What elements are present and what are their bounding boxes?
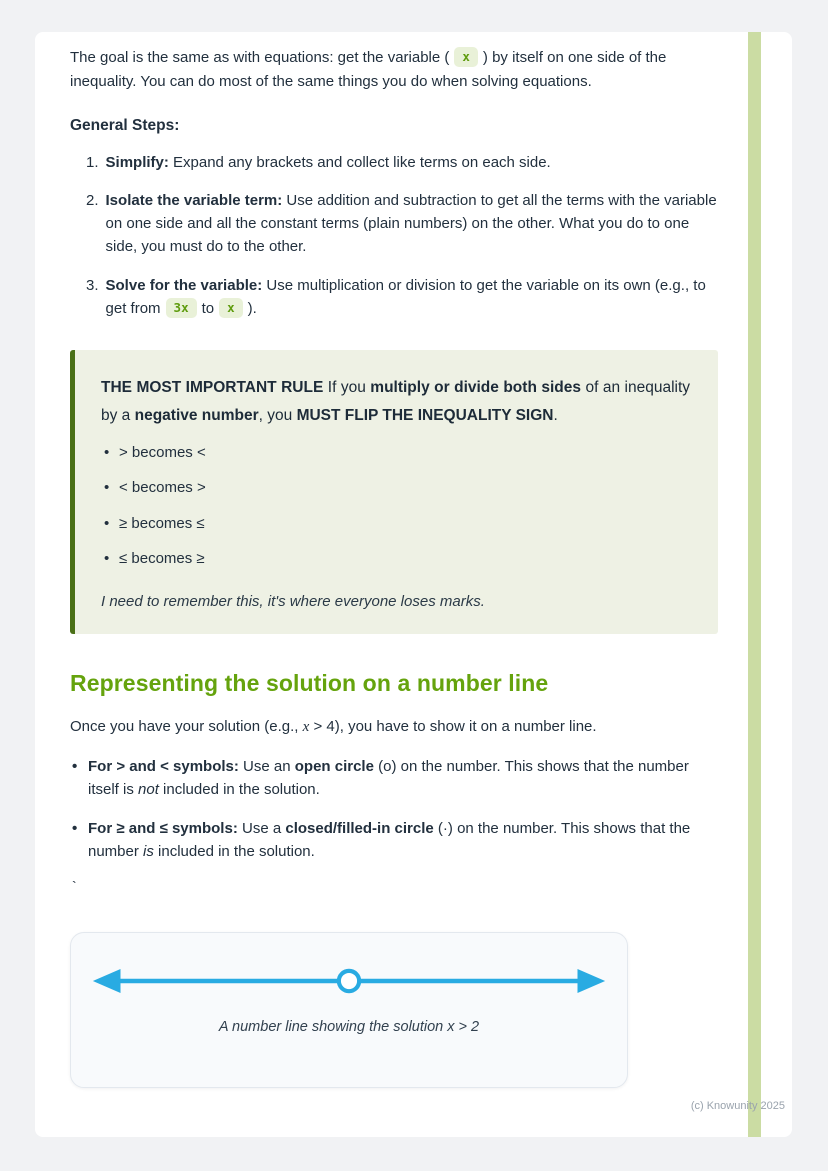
intro-text-before: The goal is the same as with equations: get the variable ( <box>70 49 450 66</box>
rule-text: Use a <box>237 819 286 837</box>
callout-personal-note: I need to remember this, it's where everyone loses marks. <box>101 592 485 610</box>
right-arrowhead-icon <box>578 969 606 993</box>
code-chip-x-2 <box>219 298 243 318</box>
step-bold-label: Simplify: <box>105 153 169 171</box>
paragraph-text: > 4), you have to show it on a number line. <box>309 717 597 735</box>
callout-text-seg: If you <box>323 379 371 397</box>
important-rule-callout <box>70 350 718 634</box>
callout-bold: multiply or divide both sides <box>370 379 581 397</box>
callout-bold: MUST FLIP THE INEQUALITY SIGN <box>296 406 554 424</box>
document-content <box>70 46 718 1088</box>
rule-italic: not <box>138 781 159 799</box>
step-text: Expand any brackets and collect like terms on each side. <box>168 153 551 171</box>
general-steps-heading: General Steps: <box>70 116 180 134</box>
step-text: ). <box>247 299 257 317</box>
figure-caption: A number line showing the solution x > 2 <box>218 1019 480 1036</box>
rule-bold: For > and < symbols: <box>88 758 239 776</box>
step-bold-label: Isolate the variable term: <box>105 191 283 209</box>
open-circle-rule-item <box>70 755 718 802</box>
step-text: to <box>201 299 215 317</box>
circle-rules-list <box>70 755 718 863</box>
document-card <box>35 32 792 1137</box>
rule-bold: open circle <box>294 758 374 776</box>
flip-rule-item: • > becomes < <box>101 442 690 465</box>
rule-text: (·) on the number. This shows that the number <box>88 819 691 860</box>
list-item-text <box>106 151 718 174</box>
chip-text: x <box>227 299 235 315</box>
closed-circle-rule-item <box>70 817 718 864</box>
rule-text: Use an <box>238 758 295 776</box>
flip-rule-item: • ≤ becomes ≥ <box>101 548 690 571</box>
flip-rules-list <box>101 442 690 571</box>
number-line-figure <box>70 932 628 1088</box>
callout-text-seg: of an inequality by a <box>101 379 691 424</box>
list-item-solve <box>70 274 718 321</box>
code-chip-x <box>454 47 478 67</box>
section-heading-number-line: Representing the solution on a number line <box>70 669 549 696</box>
callout-rule-text <box>101 374 690 430</box>
list-item-simplify <box>70 151 718 174</box>
callout-bold: THE MOST IMPORTANT RULE <box>101 379 324 397</box>
intro-paragraph <box>70 46 718 95</box>
page-edge-green-bar <box>748 32 761 1137</box>
copyright-notice: (c) Knowunity 2025 <box>690 1100 785 1112</box>
left-arrowhead-icon <box>93 969 121 993</box>
flip-rule-item: • < becomes > <box>101 477 690 500</box>
rule-bold: closed/filled-in circle <box>285 819 434 837</box>
open-circle-marker <box>339 971 359 991</box>
rule-text: (o) on the number. This shows that the number itself is <box>88 758 689 799</box>
step-text: Use addition and subtraction to get all the terms with the variable on one side and all the constant terms (plain numbers) on the other. What you do to one side, you must do to the other. <box>105 191 717 256</box>
stray-backtick: ` <box>72 878 77 895</box>
chip-text: x <box>462 49 470 64</box>
step-bold-label: Solve for the variable: <box>105 276 263 294</box>
numberline-intro-paragraph <box>70 715 718 739</box>
rule-text: included in the solution. <box>158 781 320 799</box>
list-number: 1. <box>86 153 99 171</box>
rule-italic: is <box>143 842 154 860</box>
general-steps-list <box>70 151 718 321</box>
chip-text: 3x <box>173 299 189 315</box>
callout-text-seg: , you <box>258 406 297 424</box>
math-variable-x: x <box>302 718 310 735</box>
rule-text: included in the solution. <box>153 842 315 860</box>
code-chip-3x <box>166 298 197 318</box>
list-item-isolate <box>70 189 718 259</box>
list-item-text <box>106 274 718 321</box>
list-number: 3. <box>86 276 99 294</box>
step-text: Use multiplication or division to get the variable on its own (e.g., to get from <box>105 276 706 317</box>
rule-bold: For ≥ and ≤ symbols: <box>88 819 238 837</box>
intro-text-after: ) by itself on one side of the inequality. You can do most of the same things you do when solving equations. <box>70 49 667 91</box>
list-item-text <box>106 189 718 259</box>
paragraph-text: Once you have your solution (e.g., <box>70 717 303 735</box>
number-line-graphic <box>91 959 607 1003</box>
callout-bold: negative number <box>134 406 259 424</box>
callout-text-seg: . <box>553 406 558 424</box>
flip-rule-item: • ≥ becomes ≤ <box>101 513 690 536</box>
list-number: 2. <box>86 191 99 209</box>
